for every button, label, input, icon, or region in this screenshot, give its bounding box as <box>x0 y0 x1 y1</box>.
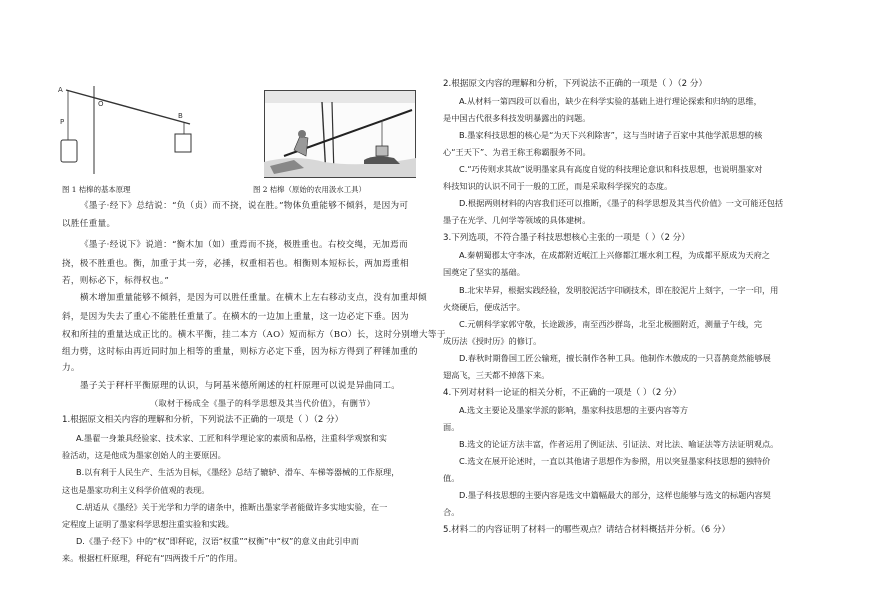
q4-stem: 4.下列对材料一论证的相关分析，不正确的一项是（ ）（2 分） <box>443 388 682 398</box>
q3-option-c-line2[interactable]: 成历法《授时历》的修订。 <box>443 336 542 346</box>
q1-option-a-line1[interactable]: A.墨翟一身兼具经验家、技术家、工匠和科学理论家的素质和品格，注重科学观察和实 <box>76 433 387 443</box>
passage-line-4: 挠，极不胜重也。衡，加重于其一旁，必捶，权重相若也。相衡则本短标长，两加焉重相 <box>62 259 409 269</box>
q5-stem: 5.材料二的内容证明了材料一的哪些观点？请结合材料概括并分析。（6 分） <box>443 525 731 535</box>
passage-line-1: 《墨子·经下》总结说：“负（贞）而不挠，说在胜。”物体负重能够不倾斜，是因为可 <box>80 201 409 211</box>
passage-line-2: 以胜任重量。 <box>62 219 116 229</box>
q3-option-d-line1[interactable]: D.春秋时期鲁国工匠公输班，擅长制作各种工具。他制作木傲成的一只喜鹊竟然能够展 <box>459 353 771 363</box>
passage-line-10: 力。 <box>62 363 80 373</box>
q2-option-a-line2[interactable]: 是中国古代很多科技发明暴露出的问题。 <box>443 113 591 123</box>
q3-option-d-line2[interactable]: 翅高飞，三天都不掉落下来。 <box>443 370 550 380</box>
q1-option-b-line1[interactable]: B.以有利于人民生产、生活为目标，《墨经》总结了辘轳、滑车、车梯等器械的工作原理， <box>76 467 400 477</box>
q1-option-c-line2[interactable]: 定程度上证明了墨家科学思想注重实验和实践。 <box>62 519 234 529</box>
q3-option-a-line2[interactable]: 国奠定了坚实的基础。 <box>443 267 525 277</box>
q3-option-a-line1[interactable]: A.秦朝蜀郡太守李冰，在成都附近岷江上兴修都江堰水利工程，为成都平原成为天府之 <box>459 250 770 260</box>
q4-option-c-line2[interactable]: 值。 <box>443 473 460 483</box>
passage-conclusion: 墨子关于秤杆平衡原理的认识，与阿基米德所阐述的杠杆原理可以说是异曲同工。 <box>80 381 401 391</box>
q1-option-d-line2[interactable]: 来。根据杠杆原理，秤砣有“四两拨千斤”的作用。 <box>62 553 243 563</box>
passage-line-6: 横木增加重量能够不倾斜，是因为可以胜任重量。在横木上左右移动支点，没有加重却倾 <box>80 293 427 303</box>
fig1-label-b: B <box>178 112 183 120</box>
q1-option-d-line1[interactable]: D.《墨子·经下》中的“权”即秤砣，汉语“权重”“权衡”中“权”的意义由此引申而 <box>76 536 359 546</box>
q2-option-d-line1[interactable]: D.根据两则材料的内容我们还可以推断，《墨子的科学思想及其当代价值》一文可能还包括 <box>459 198 784 208</box>
q4-option-a-line2[interactable]: 面。 <box>443 422 460 432</box>
q2-option-c-line1[interactable]: C.“巧传则求其故”说明墨家具有高度自觉的科技理论意识和科技思想，也说明墨家对 <box>459 164 763 174</box>
q2-option-b-line1[interactable]: B.墨家科技思想的核心是“为天下兴利除害”，这与当时诸子百家中其他学派思想的核 <box>459 130 763 140</box>
q1-option-b-line2[interactable]: 这也是墨家功利主义科学价值观的表现。 <box>62 485 210 495</box>
fig1-beam <box>66 90 190 124</box>
q2-option-b-line2[interactable]: 心“王天下”、为君王称王称霸服务不同。 <box>443 147 591 157</box>
q1-option-c-line1[interactable]: C.胡适从《墨经》关于光学和力学的诸条中，推断出墨家学者能做许多实地实验，在一 <box>76 502 388 512</box>
passage-source: （取材于杨成全《墨子的科学思想及其当代价值》，有删节） <box>150 398 376 408</box>
fig1-label-p: P <box>60 118 65 126</box>
passage-line-3: 《墨子·经说下》说道：“衡木加（如）重焉而不挠，极胜重也。右校交绳，无加焉而 <box>80 240 408 250</box>
fig1-bucket <box>61 140 77 162</box>
q3-option-b-line1[interactable]: B.北宋毕昇，根据实践经验，发明胶泥活字印刷技术，即在胶泥片上刻字，一字一印，用 <box>459 285 779 295</box>
q2-option-c-line2[interactable]: 科技知识的认识不同于一般的工匠，而是采取科学探究的态度。 <box>443 181 673 191</box>
figure-2-shadoof-illustration <box>264 90 416 178</box>
fig1-label-o: O <box>98 100 104 108</box>
q4-option-a-line1[interactable]: A.选文主要论及墨家学派的影响，墨家科技思想的主要内容等方 <box>459 405 689 415</box>
q4-option-b[interactable]: B.选文的论证方法丰富，作者运用了例证法、引证法、对比法、喻证法等方法证明观点。 <box>459 439 779 449</box>
q3-option-c-line1[interactable]: C.元朝科学家郭守敬，长途跋涉，南至西沙群岛，北至北极圈附近，测量子午线，完 <box>459 319 763 329</box>
q1-stem: 1.根据原文相关内容的理解和分析，下列说法不正确的一项是（ ）（2 分） <box>62 415 344 425</box>
q2-stem: 2.根据原文内容的理解和分析，下列说法不正确的一项是（ ）（2 分） <box>443 79 708 89</box>
figure-2-caption: 图 2 桔槔（原始的农用汲水工具） <box>253 185 366 194</box>
q4-option-d-line1[interactable]: D.墨子科技思想的主要内容是选文中篇幅最大的部分，这样也能够与选文的标题内容契 <box>459 490 771 500</box>
q4-option-d-line2[interactable]: 合。 <box>443 507 460 517</box>
fig1-label-a: A <box>58 86 63 94</box>
figure-1-caption: 图 1 桔槔的基本原理 <box>62 185 131 194</box>
passage-line-5: 若，则标必下，标得权也。” <box>62 276 170 286</box>
q3-option-b-line2[interactable]: 火烧硬后，便成活字。 <box>443 302 525 312</box>
q1-option-a-line2[interactable]: 验活动，这是他成为墨家创始人的主要原因。 <box>62 450 226 460</box>
passage-line-9: 组力劈，这时标由再近同时加上相等的重量，则标方必定下垂，因为标方得到了秤锤加重的 <box>62 347 418 357</box>
q3-stem: 3.下列选项，不符合墨子科技思想核心主张的一项是（ ）（2 分） <box>443 233 690 243</box>
passage-line-8: 权和所挂的重量达成正比的。横木平衡，挂二本方（AO）短而标方（BO）长，这时分别增大等于 <box>62 330 446 340</box>
q2-option-d-line2[interactable]: 墨子在光学、几何学等领域的具体建树。 <box>443 215 591 225</box>
fig1-weight <box>175 134 191 152</box>
q4-option-c-line1[interactable]: C.选文在展开论述时，一直以其他诸子思想作为参照，用以突显墨家科技思想的独特价 <box>459 456 771 466</box>
q2-option-a-line1[interactable]: A.从材料一第四段可以看出，缺少在科学实验的基础上进行理论探索和归纳的思维， <box>459 96 762 106</box>
figure-1-lever-diagram <box>58 82 218 177</box>
passage-line-7: 斜，是因为失去了重心不能胜任重量了。在横木的一边加上重量，这一边必定下垂。因为 <box>62 312 409 322</box>
